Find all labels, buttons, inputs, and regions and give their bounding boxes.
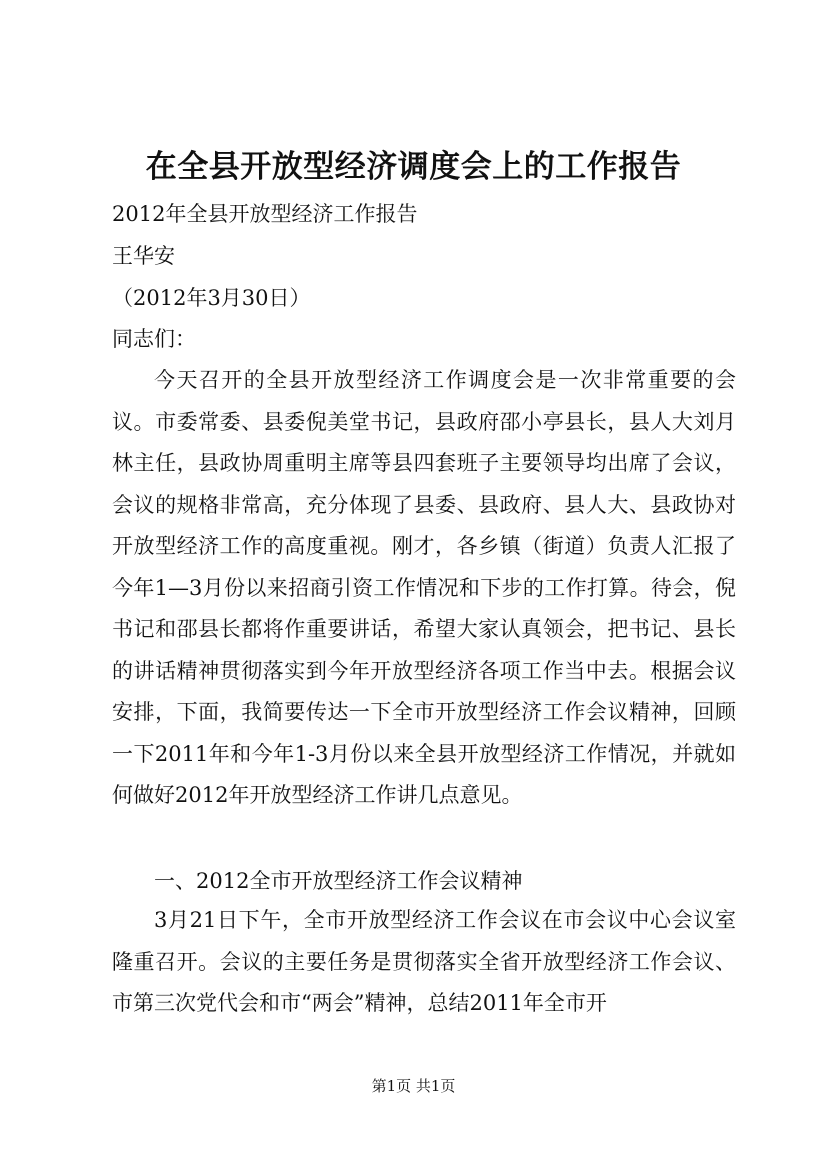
- page-footer: 第1页 共1页: [371, 1077, 456, 1095]
- author-name: 王华安: [112, 244, 175, 268]
- document-title: 在全县开放型经济调度会上的工作报告: [145, 149, 682, 185]
- section-heading-1: 一、2012全市开放型经济工作会议精神: [154, 869, 523, 893]
- document-subtitle: 2012年全县开放型经济工作报告: [112, 202, 418, 226]
- report-date: （2012年3月30日）: [112, 286, 311, 310]
- paragraph-section-1: 3月21日下午，全市开放型经济工作会议在市会议中心会议室隆重召开。会议的主要任务是贯彻落实全省开放型经济工作会议、市第三次党代会和市“两会”精神，总结2011年全市开: [112, 908, 736, 1015]
- paragraph-intro: 今天召开的全县开放型经济工作调度会是一次非常重要的会议。市委常委、县委倪美堂书记，县政府邵小亭县长，县人大刘月林主任，县政协周重明主席等县四套班子主要领导均出席了会议，会议的规格非常高，充分体现了县委、县政府、县人大、县政协对开放型经济工作的高度重视。刚才，各乡镇（街道）负责人汇报了今年1—3月份以来招商引资工作情况和下步的工作打算。待会，倪书记和邵县长都将作重要讲话，希望大家认真领会，把书记、县长的讲话精神贯彻落实到今年开放型经济各项工作当中去。根据会议安排，下面，我简要传达一下全市开放型经济工作会议精神，回顾一下2011年和今年1-3月份以来全县开放型经济工作情况，并就如何做好2012年开放型经济工作讲几点意见。: [112, 368, 736, 807]
- salutation: 同志们：: [112, 327, 196, 351]
